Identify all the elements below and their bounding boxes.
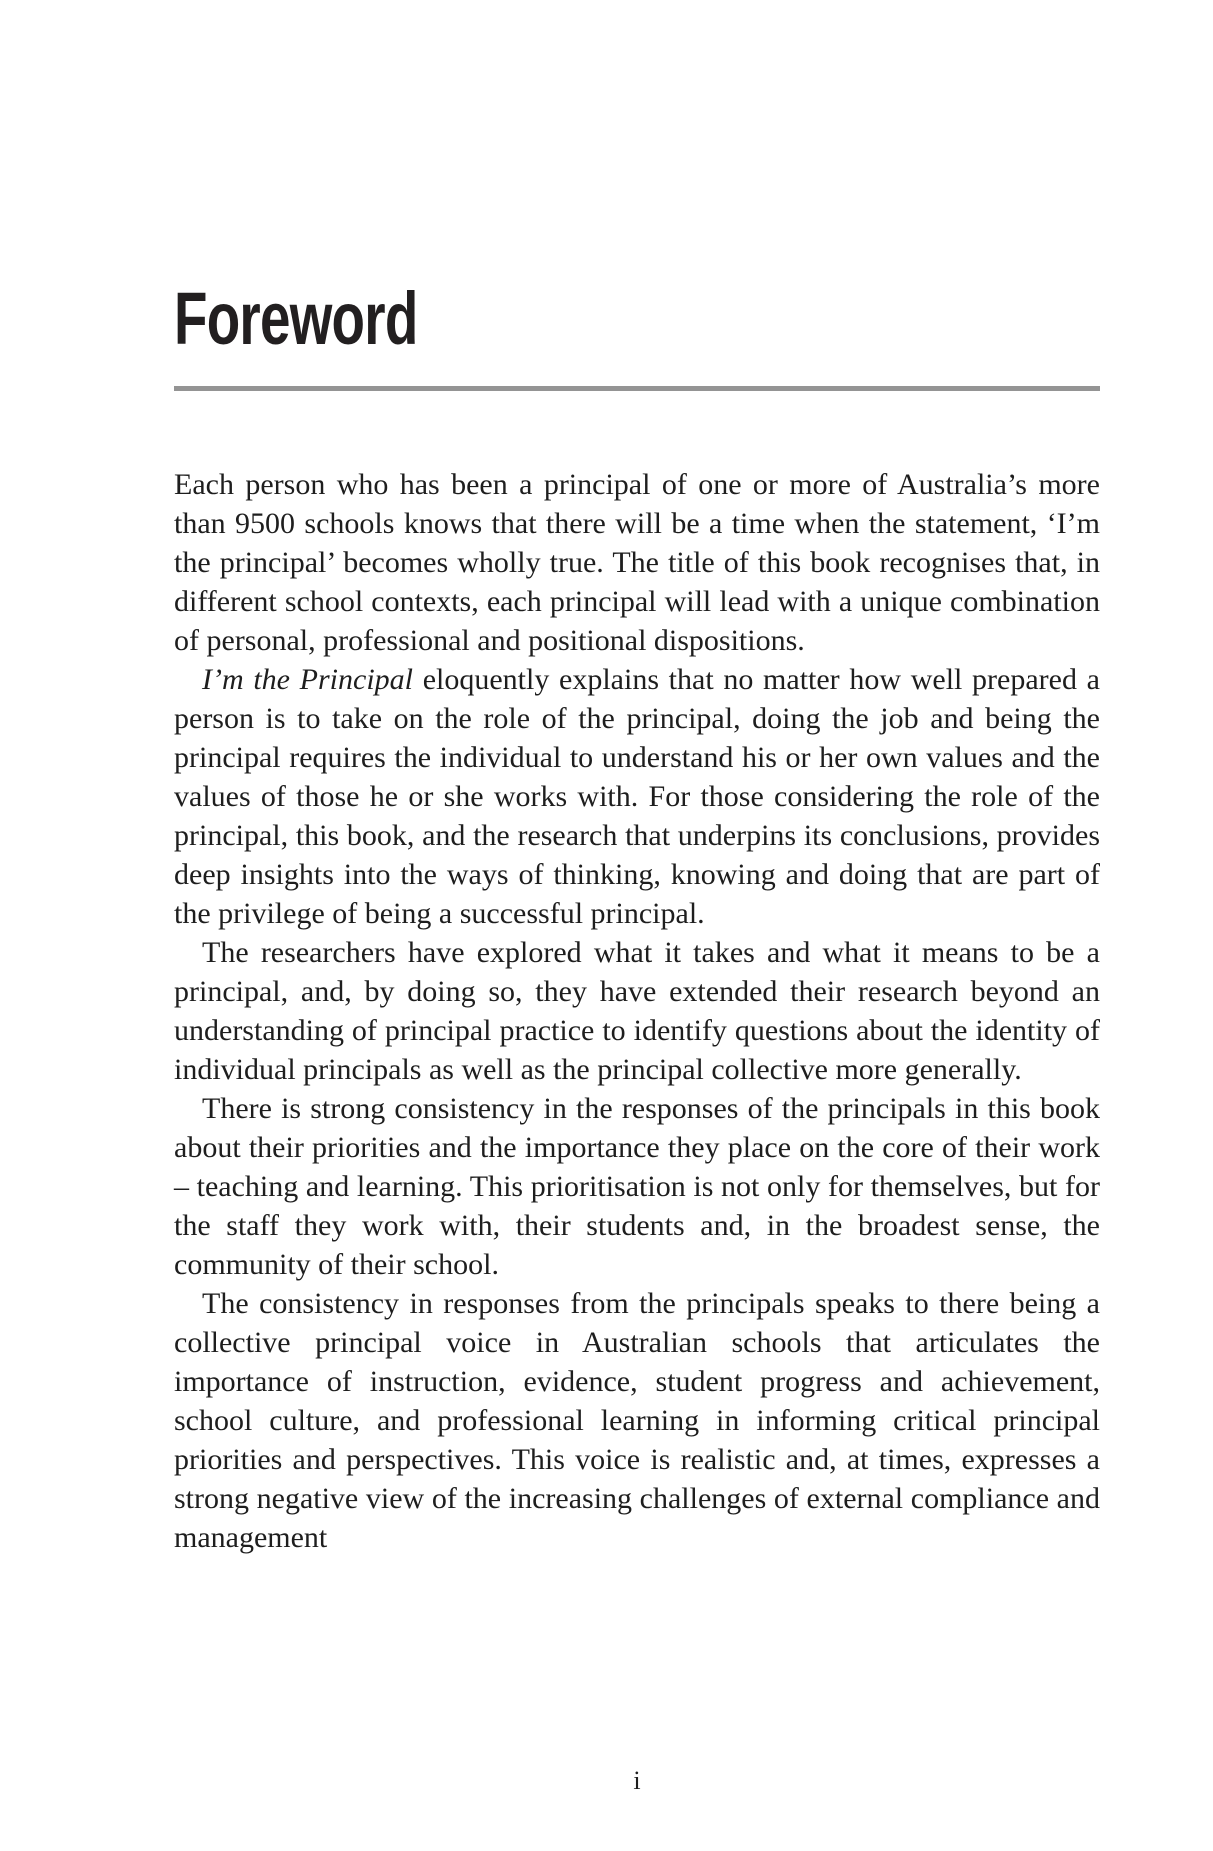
- body-paragraph-3: The researchers have explored what it takes and what it means to be a principal, and, by doing so, they have extended their research beyond an understanding of principal practice to identify questions about the identity of individual principals as well as the principal collective more generally.: [174, 936, 1100, 1086]
- body-paragraph-1: Each person who has been a principal of one or more of Australia’s more than 9500 schools knows that there will be a time when the statement, ‘I’m the principal’ becomes wholly true. The title of this book recognises that, in different school contexts, each principal will lead with a unique combination of personal, professional and positional dispositions.: [174, 468, 1100, 657]
- page-number: i: [633, 1766, 641, 1795]
- book-title-italic: I’m the Principal: [202, 663, 413, 696]
- body-paragraph-2: [174, 660, 1100, 933]
- foreword-body: [174, 465, 1100, 1557]
- body-paragraph-4: There is strong consistency in the responses of the principals in this book about their priorities and the importance they place on the core of their work – teaching and learning. This prioritisation is not only for themselves, but for the staff they work with, their students and, in the broadest sense, the community of their school.: [174, 1092, 1100, 1281]
- page-content: [174, 0, 1100, 1557]
- chapter-title: Foreword: [174, 277, 418, 360]
- body-paragraph-5: The consistency in responses from the principals speaks to there being a collective principal voice in Australian schools that articulates the importance of instruction, evidence, student progress and achievement, school culture, and professional learning in informing critical principal priorities and perspectives. This voice is realistic and, at times, expresses a strong negative view of the increasing challenges of external compliance and management: [174, 1287, 1100, 1554]
- title-rule: [174, 386, 1100, 391]
- body-paragraph-2-text: eloquently explains that no matter how well prepared a person is to take on the role of the principal, doing the job and being the principal requires the individual to understand his or her own values and the values of those he or she works with. For those considering the role of the principal, this book, and the research that underpins its conclusions, provides deep insights into the ways of thinking, knowing and doing that are part of the privilege of being a successful principal.: [174, 663, 1100, 930]
